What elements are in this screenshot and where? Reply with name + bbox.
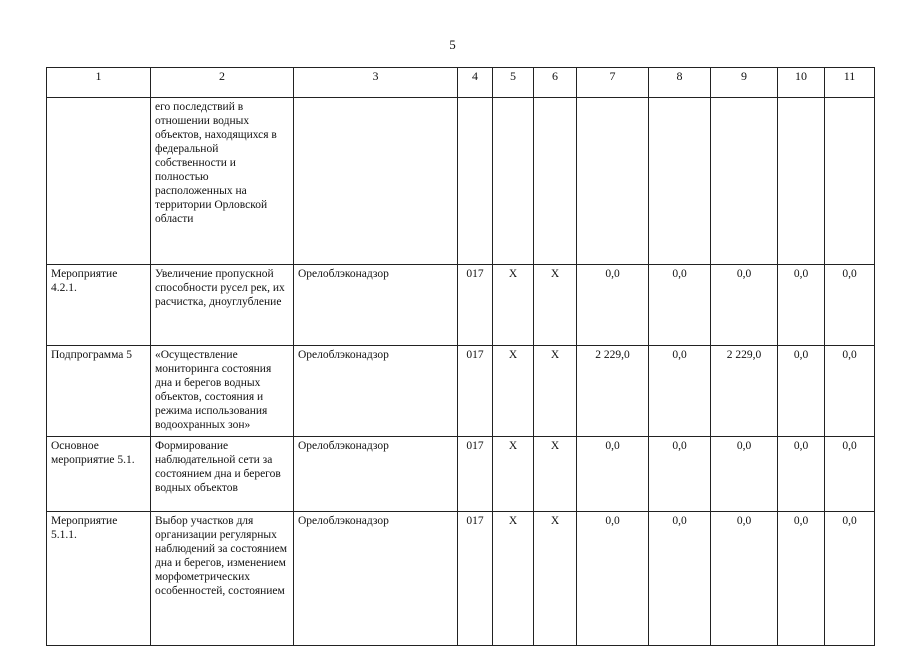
row-title-cell: [47, 98, 151, 265]
table-header-row: [47, 68, 875, 98]
row-executor-cell: Орелоблэконадзор: [294, 346, 458, 437]
row-col6-cell: X: [534, 437, 577, 512]
row-executor-cell: Орелоблэконадзор: [294, 512, 458, 646]
row-col10-cell: 0,0: [778, 265, 825, 346]
header-cell: 2: [151, 68, 294, 98]
row-col11-cell: 0,0: [825, 437, 875, 512]
row-col8-cell: 0,0: [649, 512, 711, 646]
header-cell: 5: [493, 68, 534, 98]
row-col9-cell: 2 229,0: [711, 346, 778, 437]
table-row: [47, 98, 875, 265]
header-cell: 11: [825, 68, 875, 98]
row-code-cell: 017: [458, 346, 493, 437]
row-col10-cell: 0,0: [778, 346, 825, 437]
row-col6-cell: [534, 98, 577, 265]
table-row: [47, 346, 875, 437]
row-col8-cell: 0,0: [649, 346, 711, 437]
header-cell: 4: [458, 68, 493, 98]
row-col11-cell: 0,0: [825, 346, 875, 437]
row-col7-cell: [577, 98, 649, 265]
row-col9-cell: 0,0: [711, 265, 778, 346]
row-col7-cell: 2 229,0: [577, 346, 649, 437]
row-col11-cell: 0,0: [825, 265, 875, 346]
row-col6-cell: X: [534, 346, 577, 437]
row-title-cell: Подпрограмма 5: [47, 346, 151, 437]
row-description-cell: Формирование наблюдательной сети за состоянием дна и берегов водных объектов: [151, 437, 294, 512]
row-executor-cell: Орелоблэконадзор: [294, 265, 458, 346]
header-cell: 6: [534, 68, 577, 98]
header-cell: 8: [649, 68, 711, 98]
row-executor-cell: [294, 98, 458, 265]
row-title-cell: Основное мероприятие 5.1.: [47, 437, 151, 512]
row-col11-cell: 0,0: [825, 512, 875, 646]
table-row: [47, 512, 875, 646]
header-cell: 3: [294, 68, 458, 98]
row-col6-cell: X: [534, 512, 577, 646]
row-col10-cell: [778, 98, 825, 265]
row-col7-cell: 0,0: [577, 512, 649, 646]
row-col5-cell: X: [493, 437, 534, 512]
row-col6-cell: X: [534, 265, 577, 346]
row-col7-cell: 0,0: [577, 437, 649, 512]
table-row: [47, 437, 875, 512]
row-col5-cell: [493, 98, 534, 265]
row-col11-cell: [825, 98, 875, 265]
header-cell: 10: [778, 68, 825, 98]
row-col5-cell: X: [493, 512, 534, 646]
program-table: [46, 67, 875, 646]
row-title-cell: Мероприятие 5.1.1.: [47, 512, 151, 646]
row-executor-cell: Орелоблэконадзор: [294, 437, 458, 512]
header-cell: 7: [577, 68, 649, 98]
page-number: 5: [449, 37, 456, 52]
row-col7-cell: 0,0: [577, 265, 649, 346]
row-col9-cell: 0,0: [711, 437, 778, 512]
row-title-cell: Мероприятие 4.2.1.: [47, 265, 151, 346]
row-col9-cell: 0,0: [711, 512, 778, 646]
row-description-cell: Увеличение пропускной способности русел рек, их расчистка, дноуглубление: [151, 265, 294, 346]
row-col8-cell: 0,0: [649, 265, 711, 346]
row-col5-cell: X: [493, 265, 534, 346]
row-col10-cell: 0,0: [778, 512, 825, 646]
row-col9-cell: [711, 98, 778, 265]
row-code-cell: 017: [458, 265, 493, 346]
row-col5-cell: X: [493, 346, 534, 437]
row-code-cell: 017: [458, 512, 493, 646]
table-row: [47, 265, 875, 346]
row-code-cell: 017: [458, 437, 493, 512]
row-description-cell: «Осуществление мониторинга состояния дна и берегов водных объектов, состояния и режима использования водоохранных зон»: [151, 346, 294, 437]
header-cell: 9: [711, 68, 778, 98]
row-col8-cell: 0,0: [649, 437, 711, 512]
row-col10-cell: 0,0: [778, 437, 825, 512]
header-cell: 1: [47, 68, 151, 98]
row-description-cell: его последствий в отношении водных объектов, находящихся в федеральной собственности и полностью расположенных на территории Орловской области: [151, 98, 294, 265]
row-description-cell: Выбор участков для организации регулярных наблюдений за состоянием дна и берегов, изменением морфометрических особенностей, состоянием: [151, 512, 294, 646]
row-col8-cell: [649, 98, 711, 265]
row-code-cell: [458, 98, 493, 265]
